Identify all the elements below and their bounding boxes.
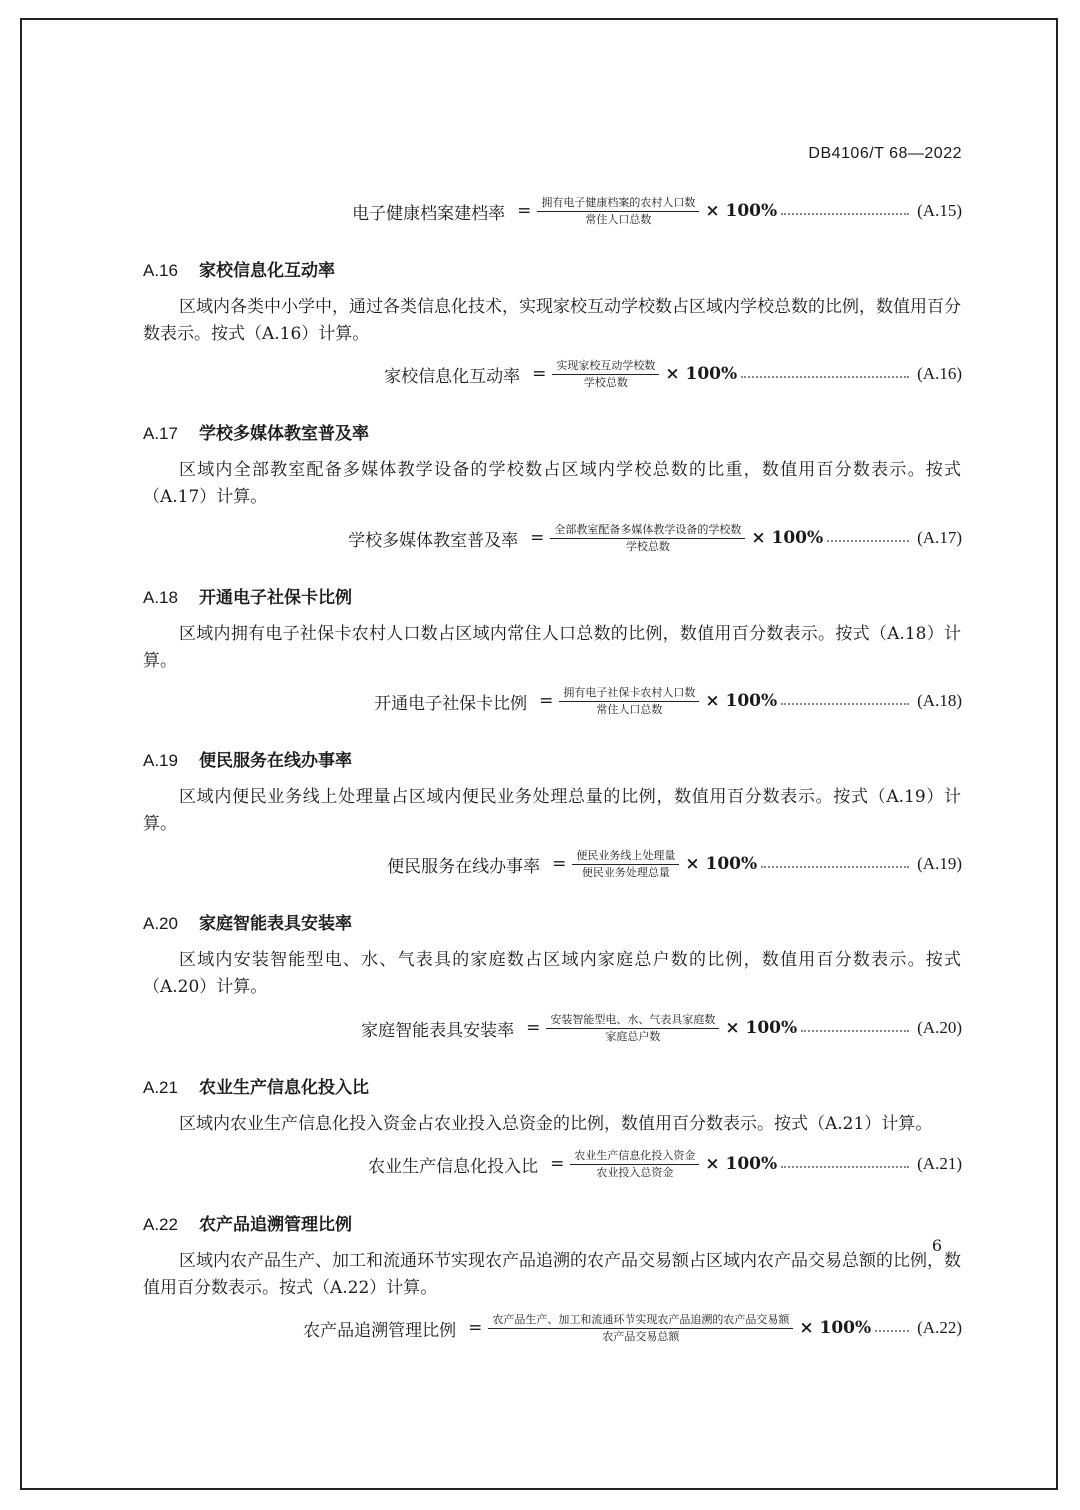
section-paragraph-a22: 区域内农产品生产、加工和流通环节实现农产品追溯的农产品交易额占区域内农产品交易总额的比例，数值用百分数表示。按式（A.22）计算。 (143, 1251, 961, 1298)
denominator: 便民业务处理总量 (581, 865, 670, 879)
section-number: A.22 (143, 1215, 178, 1234)
section-heading-a16 (143, 256, 335, 281)
section-heading-a21 (143, 1073, 369, 1098)
denominator: 常住人口总数 (585, 212, 652, 226)
section-heading-a17 (143, 419, 369, 444)
denominator: 学校总数 (625, 539, 670, 553)
equals-sign: = (550, 1154, 565, 1174)
dot-leader (827, 530, 909, 542)
fraction (559, 686, 699, 717)
formula-label: (A.21) (917, 1154, 962, 1173)
numerator: 农产品生产、加工和流通环节实现农产品追溯的农产品交易额 (488, 1313, 793, 1329)
formula-name: 开通电子社保卡比例 (374, 693, 528, 714)
dot-leader (761, 856, 909, 868)
formula-name: 电子健康档案建档率 (352, 203, 506, 224)
dot-leader (801, 1020, 909, 1032)
dot-leader (781, 1156, 909, 1168)
section-title: 学校多媒体教室普及率 (199, 424, 369, 444)
equals-sign: = (468, 1318, 483, 1338)
section-paragraph-a20: 区域内安装智能型电、水、气表具的家庭数占区域内家庭总户数的比例，数值用百分数表示。按式（A.20）计算。 (143, 950, 961, 997)
formula-name: 家庭智能表具安装率 (361, 1020, 515, 1041)
numerator: 全部教室配备多媒体教学设备的学校数 (550, 523, 745, 539)
dot-leader (875, 1320, 909, 1332)
denominator: 常住人口总数 (596, 702, 663, 716)
section-title: 农业生产信息化投入比 (199, 1078, 369, 1098)
section-paragraph-a21: 区域内农业生产信息化投入资金占农业投入总资金的比例，数值用百分数表示。按式（A.21）计算。 (179, 1114, 933, 1134)
denominator: 农产品交易总额 (602, 1329, 680, 1343)
numerator: 实现家校互动学校数 (552, 359, 659, 375)
equals-sign: = (552, 854, 567, 874)
formula-a21 (368, 1146, 962, 1182)
formula-name: 便民服务在线办事率 (387, 856, 541, 877)
section-heading-a20 (143, 909, 352, 934)
numerator: 便民业务线上处理量 (572, 849, 679, 865)
section-title: 开通电子社保卡比例 (199, 588, 352, 608)
formula-a22 (303, 1310, 962, 1346)
section-paragraph-a16: 区域内各类中小学中，通过各类信息化技术，实现家校互动学校数占区域内学校总数的比例，数值用百分数表示。按式（A.16）计算。 (143, 297, 961, 344)
formula-label: (A.18) (917, 691, 962, 710)
document-code: DB4106/T 68—2022 (808, 145, 962, 162)
denominator: 家庭总户数 (605, 1029, 661, 1043)
fraction (488, 1313, 793, 1344)
percent-multiplier: × 100% (705, 201, 778, 221)
fraction (537, 196, 699, 227)
formula-a15 (352, 193, 962, 229)
denominator: 学校总数 (583, 375, 628, 389)
section-number: A.19 (143, 751, 178, 770)
section-heading-a18 (143, 583, 352, 608)
formula-a17 (348, 520, 962, 556)
section-title: 家庭智能表具安装率 (199, 914, 352, 934)
formula-label: (A.16) (917, 364, 962, 383)
numerator: 农业生产信息化投入资金 (570, 1149, 699, 1165)
equals-sign: = (539, 691, 554, 711)
percent-multiplier: × 100% (751, 528, 824, 548)
formula-name: 农产品追溯管理比例 (303, 1320, 457, 1341)
dot-leader (781, 203, 909, 215)
section-title: 便民服务在线办事率 (199, 751, 352, 771)
fraction (546, 1013, 719, 1044)
fraction (572, 849, 679, 880)
section-paragraph-a17: 区域内全部教室配备多媒体教学设备的学校数占区域内学校总数的比重，数值用百分数表示。按式（A.17）计算。 (143, 460, 961, 507)
section-paragraph-a18: 区域内拥有电子社保卡农村人口数占区域内常住人口总数的比例，数值用百分数表示。按式（A.18）计算。 (143, 624, 961, 671)
formula-label: (A.22) (917, 1318, 962, 1337)
numerator: 安装智能型电、水、气表具家庭数 (546, 1013, 719, 1029)
formula-a16 (384, 356, 962, 392)
page-number: 6 (931, 1236, 942, 1255)
percent-multiplier: × 100% (705, 1154, 778, 1174)
dot-leader (781, 693, 909, 705)
percent-multiplier: × 100% (725, 1018, 798, 1038)
percent-multiplier: × 100% (705, 691, 778, 711)
equals-sign: = (532, 364, 547, 384)
formula-a19 (387, 846, 962, 882)
equals-sign: = (526, 1018, 541, 1038)
section-number: A.20 (143, 914, 178, 933)
section-paragraph-a19: 区域内便民业务线上处理量占区域内便民业务处理总量的比例，数值用百分数表示。按式（A.19）计算。 (143, 787, 961, 834)
dot-leader (741, 366, 909, 378)
equals-sign: = (517, 201, 532, 221)
percent-multiplier: × 100% (685, 854, 758, 874)
section-title: 家校信息化互动率 (199, 261, 335, 281)
section-number: A.18 (143, 588, 178, 607)
formula-label: (A.19) (917, 854, 962, 873)
formula-label: (A.17) (917, 528, 962, 547)
numerator: 拥有电子健康档案的农村人口数 (537, 196, 699, 212)
formula-name: 农业生产信息化投入比 (368, 1156, 539, 1177)
formula-a18 (374, 683, 962, 719)
section-title: 农产品追溯管理比例 (199, 1215, 352, 1235)
fraction (550, 523, 745, 554)
percent-multiplier: × 100% (665, 364, 738, 384)
fraction (570, 1149, 699, 1180)
formula-name: 学校多媒体教室普及率 (348, 530, 519, 551)
formula-label: (A.20) (917, 1018, 962, 1037)
formula-name: 家校信息化互动率 (384, 366, 521, 387)
percent-multiplier: × 100% (799, 1318, 872, 1338)
section-number: A.16 (143, 261, 178, 280)
denominator: 农业投入总资金 (596, 1165, 674, 1179)
section-number: A.17 (143, 424, 178, 443)
section-heading-a19 (143, 746, 352, 771)
equals-sign: = (530, 528, 545, 548)
formula-label: (A.15) (917, 201, 962, 220)
fraction (552, 359, 659, 390)
section-heading-a22 (143, 1210, 352, 1235)
numerator: 拥有电子社保卡农村人口数 (559, 686, 699, 702)
formula-a20 (361, 1010, 962, 1046)
section-number: A.21 (143, 1078, 178, 1097)
